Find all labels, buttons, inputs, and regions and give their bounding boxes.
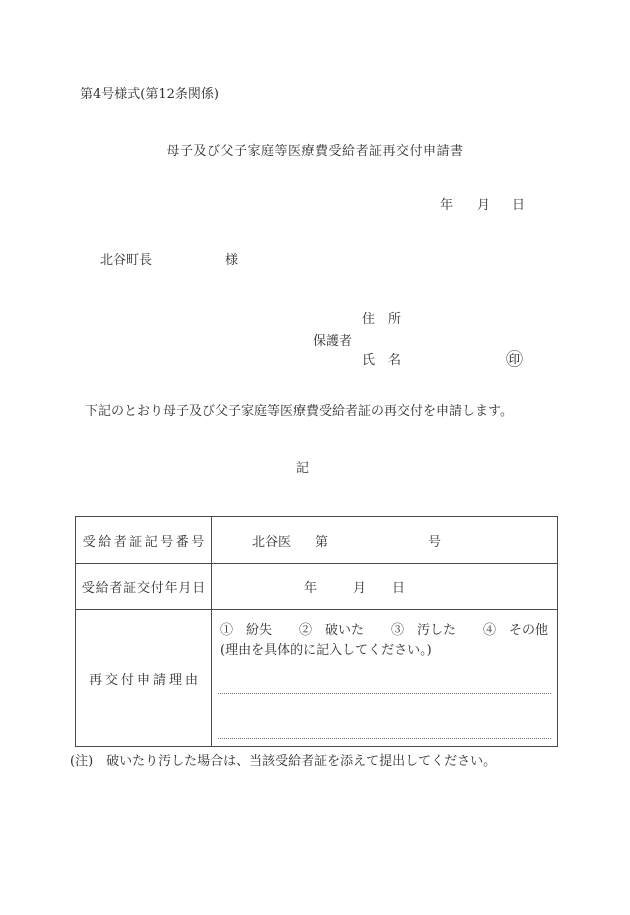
certificate-dai-label: 第	[315, 534, 329, 550]
month-label: 月	[477, 198, 491, 213]
reason-options	[212, 619, 557, 638]
day-label: 日	[512, 198, 526, 213]
row-label-certificate-number	[76, 517, 211, 563]
seal-icon: ㊞	[506, 350, 523, 370]
addressee-honorific: 様	[225, 253, 239, 268]
row-label-reissue-reason	[76, 609, 211, 746]
issue-month-label: 月	[353, 581, 367, 596]
reason-option-torn: ② 破いた	[298, 623, 364, 638]
reason-write-line-1	[218, 693, 551, 694]
date-line	[440, 194, 525, 213]
certificate-go-label: 号	[428, 534, 442, 550]
reason-option-lost: ① 紛失	[220, 623, 273, 638]
reason-instruction: (理由を具体的に記入してください。)	[220, 643, 432, 658]
reason-option-soiled: ③ 汚した	[390, 623, 456, 638]
reason-option-other: ④ その他	[482, 623, 548, 638]
form-table	[75, 516, 558, 747]
row-label-reissue-reason-text: 再交付申請理由	[88, 672, 201, 688]
row-value-certificate-number	[211, 517, 557, 563]
row-label-issue-date-text: 受給者証交付年月日	[81, 581, 206, 596]
row-value-issue-date	[211, 563, 557, 609]
form-number-label: 第4号様式(第12条関係)	[80, 87, 219, 102]
section-marker: 記	[296, 461, 310, 476]
applicant-role-label: 保護者	[313, 334, 353, 349]
row-label-issue-date	[76, 563, 211, 609]
page-title: 母子及び父子家庭等医療費受給者証再交付申請書	[166, 144, 464, 159]
statement-text: 下記のとおり母子及び父子家庭等医療費受給者証の再交付を申請します。	[85, 404, 513, 419]
applicant-address-label: 住 所	[362, 312, 402, 327]
reason-write-line-2	[218, 738, 551, 739]
addressee-name: 北谷町長	[100, 253, 153, 268]
footer-note: (注) 破いたり汚した場合は、当該受給者証を添えて提出してください。	[70, 754, 497, 769]
year-label: 年	[440, 198, 454, 213]
certificate-prefix: 北谷医	[252, 534, 292, 550]
row-label-certificate-number-text: 受給者証記号番号	[82, 534, 207, 550]
issue-day-label: 日	[392, 581, 406, 596]
applicant-name-label: 氏 名	[362, 353, 402, 368]
issue-year-label: 年	[304, 581, 318, 596]
row-value-reissue-reason	[211, 609, 557, 746]
